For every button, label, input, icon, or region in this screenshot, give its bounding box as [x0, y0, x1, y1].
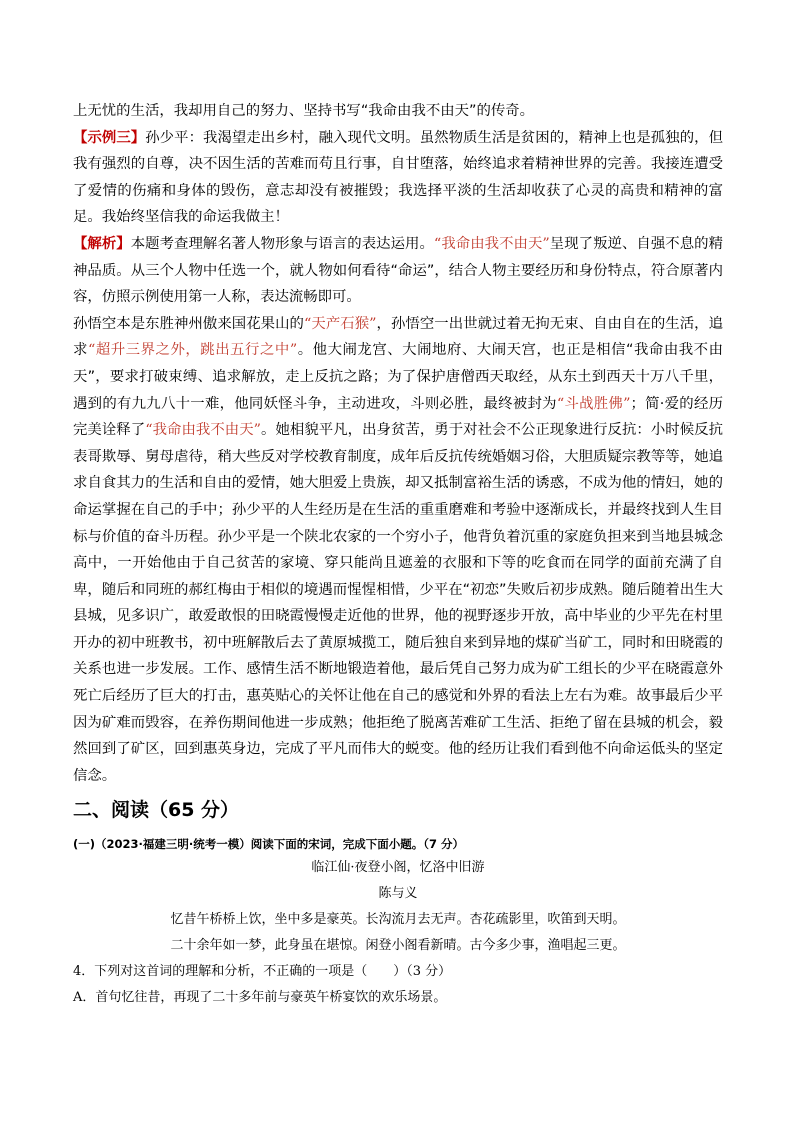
poem-line-1: 忆昔午桥桥上饮，坐中多是豪英。长沟流月去无声。杏花疏影里，吹笛到天明。: [170, 912, 626, 928]
explanation-text-3: 。他大闹龙宫、大闹地府、大闹天宫，也正是相信“我命由我不由天”，要求打破束缚、追求解放，走上反抗之路；为了保护唐僧西天取经，从东土到西天十万八千里，遇到的有九九八十一难，他同妖怪斗争，主动进攻，斗则必胜，最终被封为: [73, 342, 723, 412]
section-title: 二、阅读（65 分）: [73, 799, 240, 822]
question-4-option-a: A．首句忆往昔，再现了二十多年前与豪英午桥宴饮的欢乐场景。: [73, 990, 447, 1006]
quote-victorious-buddha: “斗战胜佛”: [556, 395, 631, 412]
question-4-stem: 4．下列对这首词的理解和分析，不正确的一项是（ ）（3 分）: [73, 964, 452, 980]
analysis-text-2: 呈现了叛逆、自强不息的精神品质。从三个人物中任选一个，就人物如何看待“命运”，结合人物主要经历和身份特点，符合原著内容，仿照示例使用第一人称，表达流畅即可。: [73, 235, 723, 306]
analysis-text-1: 本题考查理解名著人物形象与语言的表达运用。: [130, 235, 434, 252]
analysis-quote: “我命由我不由天”: [433, 235, 550, 252]
explanation-text-5: 。她相貌平凡，出身贫苦，勇于对社会不公正现象进行反抗：小时候反抗表哥欺辱、舅母虐待，稍大些反对学校教育制度，成年后反抗传统婚姻习俗，大胆质疑宗教等等，她追求自食其力的生活和自由的爱情，她大胆爱上贵族，却又抵制富裕生活的诱惑，不成为他的情妇，她的命运掌握在自己的手中；孙少平的人生经历是在生活的重重磨难和考验中逐渐成长，并最终找到人生目标与价值的奋斗历程。孙少平是一个陕北农家的一个穷小子，他背负着沉重的家庭负担来到当地县城念高中，一开始他由于自己贫苦的家境、穿只能尚且遮羞的衣服和下等的吃食而在同学的面前充满了自卑，随后和同班的郝红梅由于相似的境遇而惺惺相惜，少平在“初恋”失败后初步成熟。随后随着出生大县城，见多识广，敢爱敢恨的田晓霞慢慢走近他的世界，他的视野逐步开放，高中毕业的少平先在村里开办的初中班教书，初中班解散后去了黄原城揽工，随后独自来到异地的煤矿当矿工，同时和田晓霞的关系也进一步发展。工作、感情生活不断地锻造着他，最后凭自己努力成为矿工组长的少平在晓霞意外死亡后经历了巨大的打击，惠英贴心的关怀让他在自己的感觉和外界的看法上左右为难。故事最后少平因为矿难而毁容，在养伤期间他进一步成熟；他拒绝了脱离苦难矿工生活、拒绝了留在县城的机会，毅然回到了矿区，回到惠英身边，完成了平凡而伟大的蜕变。他的经历让我们看到他不向命运低头的坚定信念。: [73, 422, 723, 784]
example-three-text: 孙少平：我渴望走出乡村，融入现代文明。虽然物质生活是贫困的，精神上也是孤独的，但我有强烈的自尊，决不因生活的苦难而苟且行事，自甘堕落，始终追求着精神世界的完善。我接连遭受了爱情的伤痛和身体的毁伤，意志却没有被摧毁；我选择平淡的生活却收获了心灵的高贵和精神的富足。我始终坚信我的命运我做主！: [73, 129, 723, 226]
explanation-text-4: ；简·爱的经历完美诠释了: [73, 395, 723, 439]
explanation-paragraph: [73, 311, 723, 790]
explanation-text-1: 孙悟空本是东胜神州傲来国花果山的: [73, 315, 304, 332]
document-page: [73, 98, 723, 1011]
example-three-tag: 【示例三】: [73, 129, 146, 146]
quote-beyond-three-realms: “超升三界之外，跳出五行之中”: [87, 342, 298, 359]
analysis-paragraph: [73, 231, 723, 311]
poem-line-2: 二十余年如一梦，此身虽在堪惊。闲登小阁看新晴。古今多少事，渔唱起三更。: [170, 938, 626, 954]
question-intro: (一)（2023·福建三明·统考一模）阅读下面的宋词，完成下面小题。（7 分）: [73, 837, 465, 852]
poem-title: 临江仙·夜登小阁，忆洛中旧游: [311, 860, 485, 876]
quote-my-fate: “我命由我不由天”: [145, 422, 262, 439]
analysis-tag: 【解析】: [73, 235, 131, 252]
quote-stone-monkey: “天产石猴”: [303, 315, 377, 332]
explanation-text-2: ，孙悟空一出世就过着无拘无束、自由自在的生活，追求: [73, 315, 723, 359]
example-three-paragraph: [73, 125, 723, 231]
poem-author: 陈与义: [378, 886, 418, 902]
paragraph-continuation: 上无忧的生活，我却用自己的努力、坚持书写“我命由我不由天”的传奇。: [73, 103, 535, 119]
